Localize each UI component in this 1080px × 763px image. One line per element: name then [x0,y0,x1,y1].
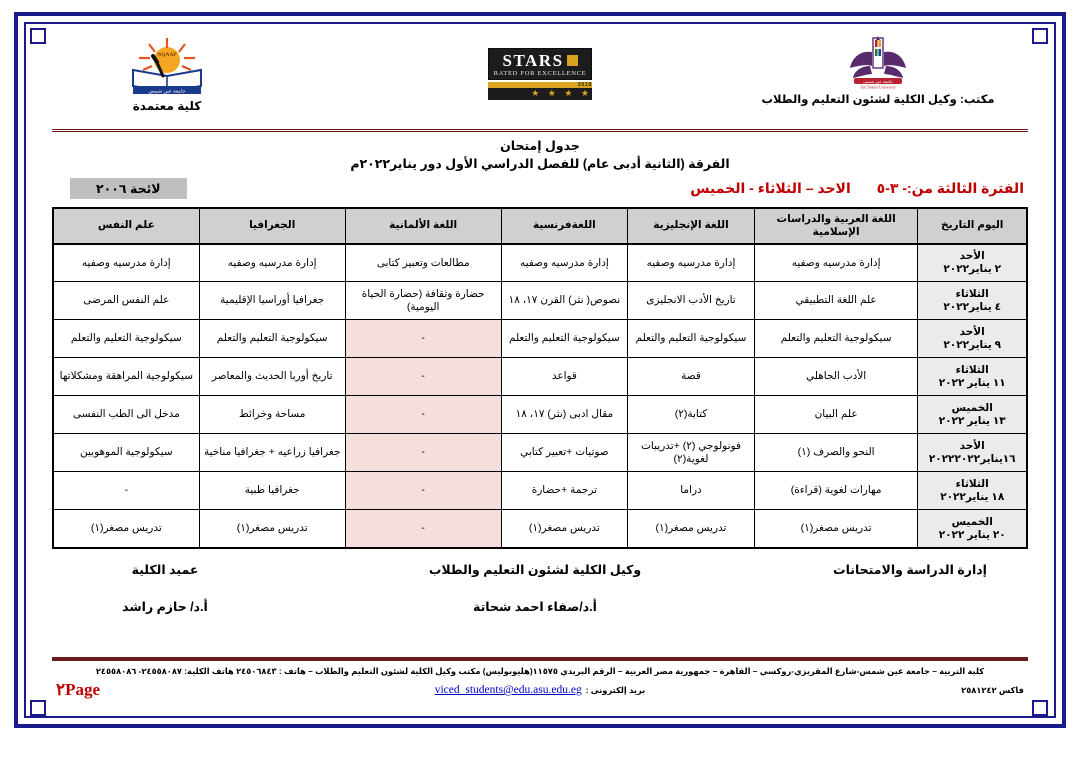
signature-exams-admin [800,563,1020,578]
column-header-geography: الجغرافيا [199,208,345,244]
cell-arabic: علم البيان [754,396,918,434]
cell-english: سيكولوجية التعليم والتعلم [628,320,755,358]
svg-text:Ain Shams University: Ain Shams University [860,84,896,90]
page-title: جدول إمتحان [500,139,580,153]
footer-bottom-row [52,680,1028,700]
footer-email-cluster [435,684,646,696]
cell-german: - [345,320,501,358]
accreditation-seal-block [62,36,272,113]
exam-schedule-table [52,207,1028,549]
cell-date [918,396,1027,434]
stars-word-label: STARS [502,51,564,70]
cell-arabic: الأدب الجاهلي [754,358,918,396]
column-header-psychology: علم النفس [53,208,199,244]
cell-day-date: ١٣ يناير ٢٠٢٢ [938,414,1006,427]
cell-geography: إدارة مدرسيه وصفيه [199,244,345,282]
document-page [34,32,1046,708]
cell-date [918,358,1027,396]
cell-date [918,472,1027,510]
cell-arabic: علم اللغة التطبيقي [754,282,918,320]
column-header-french: اللغةفرنسية [501,208,628,244]
cell-psychology: سيكولوجية المراهقة ومشكلاتها [53,358,199,396]
sunrise-book-logo-icon [119,36,215,98]
cell-psychology: علم النفس المرضى [53,282,199,320]
signature-dean [60,563,270,615]
cell-english: إدارة مدرسيه وصفيه [628,244,755,282]
cell-german: - [345,472,501,510]
cell-french: نصوص( نثر) القرن ١٧، ١٨ [501,282,628,320]
signature-block [52,563,1028,615]
footer-fax-text: فاكس ٢٥٨١٢٤٢ [961,685,1024,695]
cell-psychology: سيكولوجية الموهوبين [53,434,199,472]
stars-subtitle: RATED FOR EXCELLENCE [493,70,587,77]
cell-day-name: الثلاثاء [955,477,989,490]
cell-english: كتابة(٢) [628,396,755,434]
cell-german: - [345,396,501,434]
header-divider-rule [52,129,1028,132]
svg-text:NQAAP: NQAAP [157,52,177,58]
title-block [52,138,1028,174]
cell-arabic: تدريس مصغر(١) [754,510,918,548]
cell-french: قواعد [501,358,628,396]
cell-day-date: ٢ يناير٢٠٢٢ [943,263,1002,276]
cell-day-date: ٩ يناير٢٠٢٢ [943,338,1002,351]
stars-year-label: 2018 [488,82,592,88]
cell-day-name: الثلاثاء [955,287,989,300]
footer-email-label: بريد إلكترونى : [585,685,646,695]
stars-award-badge [488,48,592,100]
cell-arabic: سيكولوجية التعليم والتعلم [754,320,918,358]
column-header-arabic: اللغة العربية والدراسات الإسلامية [754,208,918,244]
cell-date [918,320,1027,358]
cell-day-date: ١٦يناير٢٠٢٢٢٠٢٢ [928,452,1016,465]
university-header-block [728,36,1028,106]
cell-day-name: الثلاثاء [955,363,989,376]
cell-german: - [345,510,501,548]
exam-period-text [690,180,1024,197]
table-row [53,358,1027,396]
cell-psychology: مدخل الى الطب النفسى [53,396,199,434]
cell-day-date: ٤ يناير٢٠٢٢ [943,300,1002,313]
cell-day-date: ٢٠ يناير ٢٠٢٢ [938,528,1006,541]
cell-psychology: - [53,472,199,510]
cell-english: قصة [628,358,755,396]
cell-psychology: تدريس مصغر(١) [53,510,199,548]
document-footer [52,657,1028,700]
footer-address-line: كلية التربية – جامعة عين شمس-شارع المقريزي-روكسي – القاهرة – جمهورية مصر العربية – الرقم البريدي ١١٥٧٥(هليوبوليس) مكتب وكيل الكلية لشئون التعليم والطلاب – هاتف : ٢٤٥٠٦٨٤٣ هاتف الكلية: ٢٤٥٥٨٠٨٧- ٢٤٥٥٨٠٨٦ [95,665,985,676]
cell-french: إدارة مدرسيه وصفيه [501,244,628,282]
office-label: مكتب: وكيل الكلية لشئون التعليم والطلاب [761,94,995,106]
table-body [53,244,1027,548]
cell-geography: تاريخ أوربا الحديث والمعاصر [199,358,345,396]
cell-geography: مساحة وخرائط [199,396,345,434]
signature-vice-dean [385,563,685,615]
cell-french: ترجمة +حضارة [501,472,628,510]
column-header-date: اليوم التاريخ [918,208,1027,244]
cell-day-date: ١١ يناير ٢٠٢٢ [938,376,1006,389]
cell-day-name: الأحد [959,439,985,452]
exam-period-days: الاحد – الثلاثاء - الخميس [690,179,851,196]
document-header [52,36,1028,128]
cell-date [918,244,1027,282]
table-row [53,510,1027,548]
cell-french: تدريس مصغر(١) [501,510,628,548]
cell-psychology: سيكولوجية التعليم والتعلم [53,320,199,358]
cell-geography: سيكولوجية التعليم والتعلم [199,320,345,358]
table-header-row [53,208,1027,244]
cell-french: صوتيات +تعبير كتابي [501,434,628,472]
cell-day-name: الأحد [959,325,985,338]
cell-date [918,434,1027,472]
table-row [53,434,1027,472]
cell-english: دراما [628,472,755,510]
cell-geography: جغرافيا زراعيه + جغرافيا مناخية [199,434,345,472]
cell-english: تدريس مصغر(١) [628,510,755,548]
cell-geography: تدريس مصغر(١) [199,510,345,548]
table-row [53,320,1027,358]
stars-square-icon [567,55,578,66]
regulation-badge: لائحة ٢٠٠٦ [70,178,187,199]
table-row [53,244,1027,282]
cell-german: - [345,358,501,396]
svg-text:جامعة عين شمس: جامعة عين شمس [148,88,186,95]
footer-divider-rule [52,657,1028,661]
page-number-label: ٢Page [56,680,101,699]
exam-period-time: الفترة الثالثة من:- ٣-٥ [876,179,1024,196]
cell-day-name: الخميس [951,401,993,414]
cell-geography: جغرافيا طبية [199,472,345,510]
cell-day-name: الأحد [959,250,985,262]
cell-day-name: الخميس [951,515,993,528]
cell-date [918,510,1027,548]
cell-arabic: مهارات لغوية (قراءة) [754,472,918,510]
cell-arabic: إدارة مدرسيه وصفيه [754,244,918,282]
signature-dean-name: أ.د/ حازم راشد [122,599,208,614]
footer-email-link[interactable]: viced_students@edu.asu.edu.eg [434,684,582,696]
period-row [52,178,1028,199]
cell-psychology: إدارة مدرسيه وصفيه [53,244,199,282]
cell-french: سيكولوجية التعليم والتعلم [501,320,628,358]
cell-german: - [345,434,501,472]
cell-german: حضارة وثقافة (حضارة الحياة اليومية) [345,282,501,320]
signature-dean-title: عميد الكلية [131,562,199,577]
cell-english: تاريخ الأدب الانجليزى [628,282,755,320]
cell-german: مطالعات وتعبير كتابى [345,244,501,282]
cell-arabic: النحو والصرف (١) [754,434,918,472]
table-row [53,472,1027,510]
column-header-english: اللغة الإنجليزية [628,208,755,244]
table-row [53,282,1027,320]
page-subtitle: الفرقة (الثانية أدبى عام) للفصل الدراسي الأول دور يناير٢٠٢٢م [350,156,730,171]
seal-caption: كلية معتمدة [132,99,202,113]
cell-french: مقال ادبى (نثر) ١٧، ١٨ [501,396,628,434]
signature-vice-dean-name: أ.د/صفاء احمد شحاتة [473,599,597,614]
ain-shams-university-crest-icon [846,36,910,90]
stars-rating-icons: ★ ★ ★ ★ [488,88,592,100]
table-row [53,396,1027,434]
cell-english: فونولوجي (٢) +تدريبات لغوية(٢) [628,434,755,472]
cell-geography: جغرافيا أوراسيا الإقليمية [199,282,345,320]
signature-exams-admin-title: إدارة الدراسة والامتحانات [833,562,987,577]
column-header-german: اللغة الألمانية [345,208,501,244]
cell-date [918,282,1027,320]
svg-text:جامعة عين شمس: جامعة عين شمس [863,78,893,84]
signature-vice-dean-title: وكيل الكلية لشئون التعليم والطلاب [428,562,642,577]
cell-day-date: ١٨ يناير٢٠٢٢ [940,490,1005,503]
